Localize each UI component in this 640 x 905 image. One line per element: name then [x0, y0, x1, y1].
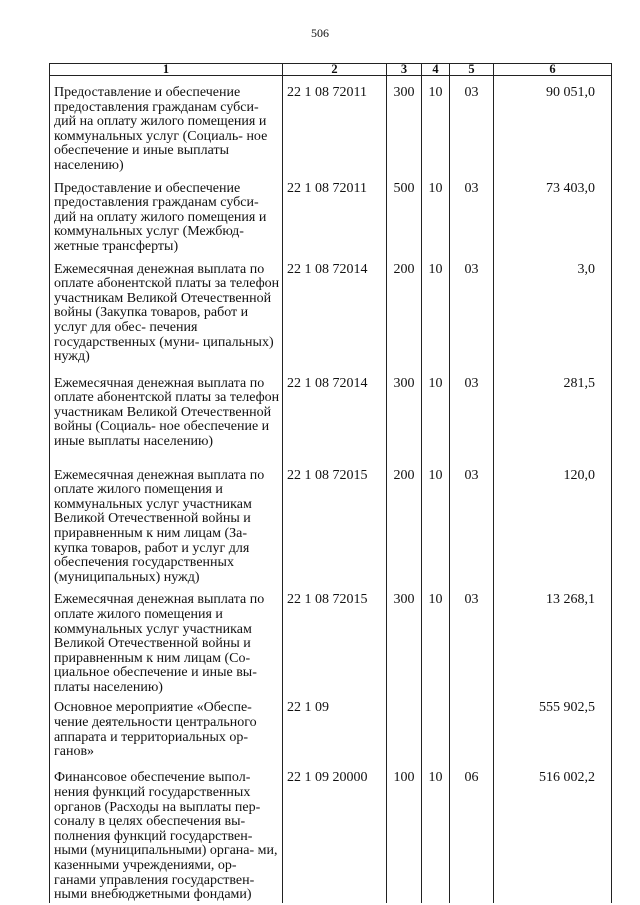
row-name: Основное мероприятие «Обеспе- чение деятельности центрального аппарата и территориальных ор- ганов» [50, 695, 283, 763]
column-header: 4 [422, 64, 450, 76]
table-row [50, 76, 612, 174]
row-col5: 03 [450, 371, 494, 463]
page-number: 506 [311, 26, 329, 40]
header-row [50, 64, 612, 76]
row-col5: 03 [450, 174, 494, 257]
row-code: 22 1 08 72015 [283, 585, 387, 695]
row-col3: 500 [387, 174, 422, 257]
table-row [50, 257, 612, 371]
column-header: 6 [494, 64, 612, 76]
row-code: 22 1 09 20000 [283, 763, 387, 902]
column-header: 3 [387, 64, 422, 76]
table-row [50, 174, 612, 257]
row-col3: 300 [387, 585, 422, 695]
column-header: 1 [50, 64, 283, 76]
row-code: 22 1 09 [283, 695, 387, 763]
row-col4: 10 [422, 463, 450, 586]
row-col4: 10 [422, 585, 450, 695]
row-amount: 555 902,5 [494, 695, 612, 763]
row-amount: 13 268,1 [494, 585, 612, 695]
row-code: 22 1 08 72014 [283, 257, 387, 371]
column-header: 5 [450, 64, 494, 76]
row-code: 22 1 08 72011 [283, 76, 387, 174]
row-col5 [450, 695, 494, 763]
row-col5: 03 [450, 585, 494, 695]
row-amount: 73 403,0 [494, 174, 612, 257]
row-name: Предоставление и обеспечение предоставления гражданам субси- дий на оплату жилого помещения и коммунальных услуг (Социаль- ное обеспечение и иные выплаты населению) [50, 76, 283, 174]
row-col4: 10 [422, 371, 450, 463]
row-col5: 03 [450, 463, 494, 586]
row-name: Финансовое обеспечение выпол- нения функций государственных органов (Расходы на выплаты пер- соналу в целях обеспечения вы- полнения функций государствен- ными (муниципальными) органа- ми, казенными учреждениями, ор- ганами управления государствен- ными внебюджетными фондами) [50, 763, 283, 902]
row-name: Ежемесячная денежная выплата по оплате абонентской платы за телефон участникам Великой Отечественной войны (Социаль- ное обеспечение и иные выплаты населению) [50, 371, 283, 463]
row-amount: 120,0 [494, 463, 612, 586]
table-row [50, 371, 612, 463]
row-code: 22 1 08 72011 [283, 174, 387, 257]
row-col5: 06 [450, 763, 494, 902]
row-col5: 03 [450, 257, 494, 371]
row-code: 22 1 08 72014 [283, 371, 387, 463]
row-col4: 10 [422, 763, 450, 902]
row-name: Ежемесячная денежная выплата по оплате абонентской платы за телефон участникам Великой Отечественной войны (Закупка товаров, работ и услуг для обес- печения государственных (муни- ципальных) нужд) [50, 257, 283, 371]
row-col3: 300 [387, 371, 422, 463]
column-header: 2 [283, 64, 387, 76]
budget-table [49, 63, 612, 903]
row-col3 [387, 695, 422, 763]
row-amount: 281,5 [494, 371, 612, 463]
table-row [50, 585, 612, 695]
row-name: Предоставление и обеспечение предоставления гражданам субси- дий на оплату жилого помещения и коммунальных услуг (Межбюд- жетные трансферты) [50, 174, 283, 257]
row-col3: 300 [387, 76, 422, 174]
row-col3: 200 [387, 463, 422, 586]
row-name: Ежемесячная денежная выплата по оплате жилого помещения и коммунальных услуг участникам Великой Отечественной войны и приравненным к ним лицам (За- купка товаров, работ и услуг для обеспечения государственных (муниципальных) нужд) [50, 463, 283, 586]
table-row [50, 463, 612, 586]
row-amount: 90 051,0 [494, 76, 612, 174]
row-amount: 3,0 [494, 257, 612, 371]
row-col3: 200 [387, 257, 422, 371]
row-code: 22 1 08 72015 [283, 463, 387, 586]
row-amount: 516 002,2 [494, 763, 612, 902]
row-col4 [422, 695, 450, 763]
row-col4: 10 [422, 257, 450, 371]
table-row [50, 695, 612, 763]
row-col3: 100 [387, 763, 422, 902]
row-col5: 03 [450, 76, 494, 174]
row-col4: 10 [422, 174, 450, 257]
table-row [50, 763, 612, 902]
row-name: Ежемесячная денежная выплата по оплате жилого помещения и коммунальных услуг участникам Великой Отечественной войны и приравненным к ним лицам (Со- циальное обеспечение и иные вы- платы населению) [50, 585, 283, 695]
row-col4: 10 [422, 76, 450, 174]
